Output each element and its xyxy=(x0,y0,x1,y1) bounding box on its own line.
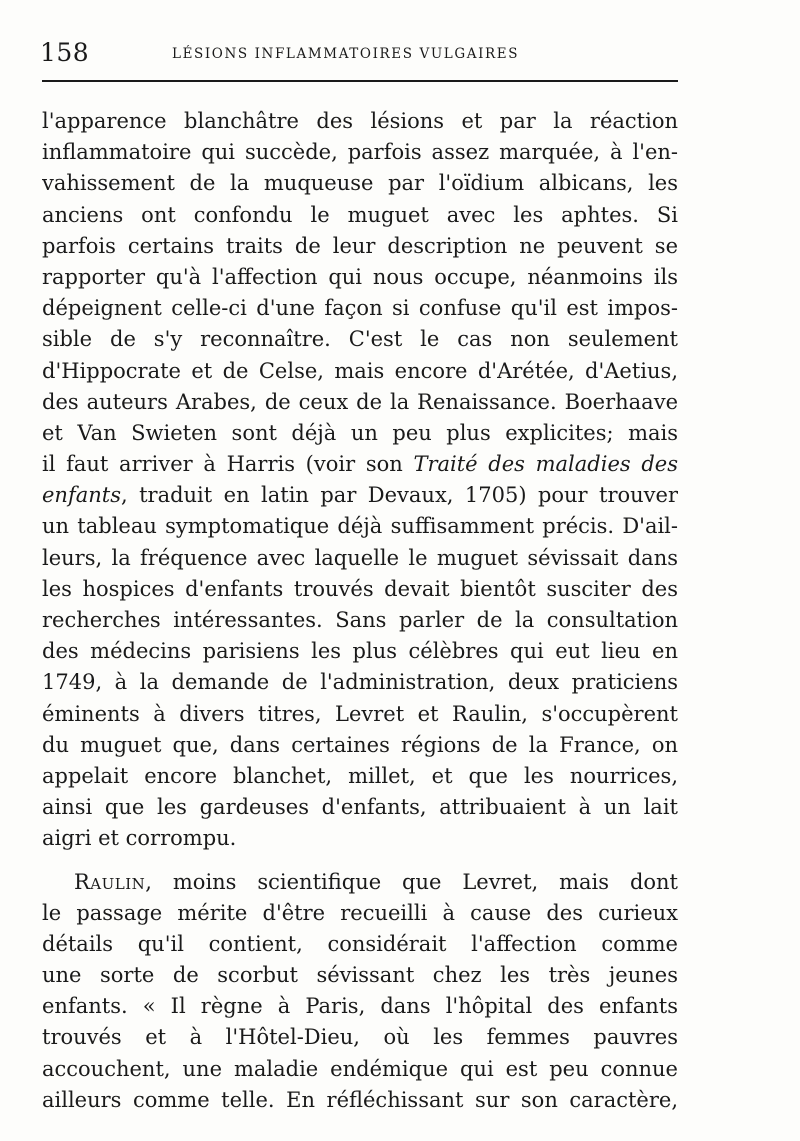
text-line: les hospices d'enfants trouvés devait bientôt susciter des xyxy=(42,576,678,601)
text-line: le passage mérite d'être recueilli à cause des curieux xyxy=(42,900,678,925)
text-line: éminents à divers titres, Levret et Raulin, s'occupèrent xyxy=(42,701,678,726)
text-line: inflammatoire qui succède, parfois assez marquée, à l'en- xyxy=(42,140,678,165)
text-line: du muguet que, dans certaines régions de la France, on xyxy=(42,732,678,757)
text-line: des auteurs Arabes, de ceux de la Renaissance. Boerhaave xyxy=(42,389,678,414)
text-line: recherches intéressantes. Sans parler de la consultation xyxy=(42,608,678,632)
text-segment: , moins scientifique que Levret, mais dont xyxy=(145,869,678,894)
text-line: d'Hippocrate et de Celse, mais encore d'Arétée, d'Aetius, xyxy=(42,358,678,383)
text-line: une sorte de scorbut sévissant chez les très jeunes xyxy=(42,963,678,988)
text-segment: , traduit en latin par Devaux, 1705) pour trouver xyxy=(121,483,678,508)
text-line: dépeignent celle-ci d'une façon si confuse qu'il est impos- xyxy=(42,296,678,321)
text-line: rapporter qu'à l'affection qui nous occupe, néanmoins ils xyxy=(42,264,678,289)
page-number: 158 xyxy=(40,38,90,67)
text-line: parfois certains traits de leur description ne peuvent se xyxy=(42,233,678,258)
text-line: anciens ont confondu le muguet avec les aphtes. Si xyxy=(42,202,678,227)
text-line: ailleurs comme telle. En réfléchissant sur son caractère, xyxy=(42,1087,678,1112)
text-line: leurs, la fréquence avec laquelle le muguet sévissait dans xyxy=(42,545,678,570)
text-line: enfants. « Il règne à Paris, dans l'hôpital des enfants xyxy=(42,994,678,1019)
text-line: accouchent, une maladie endémique qui est peu connue xyxy=(42,1056,678,1081)
text-segment: il faut arriver à Harris (voir son xyxy=(42,452,414,477)
text-line: et Van Swieten sont déjà un peu plus explicites; mais xyxy=(42,420,678,445)
text-line: 1749, à la demande de l'administration, deux praticiens xyxy=(42,670,678,695)
text-line: appelait encore blanchet, millet, et que les nourrices, xyxy=(42,763,678,788)
text-line: l'apparence blanchâtre des lésions et par la réaction xyxy=(42,109,678,133)
text-line: sible de s'y reconnaître. C'est le cas non seulement xyxy=(42,327,678,352)
text-line: détails qu'il contient, considérait l'affection comme xyxy=(42,931,678,956)
body-text xyxy=(42,106,678,1116)
header-rule xyxy=(42,80,678,82)
text-line xyxy=(42,449,678,480)
text-line: des médecins parisiens les plus célèbres qui eut lieu en xyxy=(42,639,678,664)
paragraph-2 xyxy=(42,867,678,1117)
book-title-italic: enfants xyxy=(42,483,121,508)
text-line: un tableau symptomatique déjà suffisamment précis. D'ail- xyxy=(42,514,678,539)
text-line xyxy=(42,480,678,511)
paragraph-1 xyxy=(42,106,678,855)
text-line xyxy=(42,867,678,898)
book-title-italic: Traité des maladies des xyxy=(413,452,678,477)
text-line: ainsi que les gardeuses d'enfants, attribuaient à un lait xyxy=(42,795,678,820)
author-name-small-caps: Raulin xyxy=(74,869,146,894)
text-line: vahissement de la muqueuse par l'oïdium albicans, les xyxy=(42,171,678,196)
text-line: aigri et corrompu. xyxy=(42,826,237,851)
running-head xyxy=(40,32,680,72)
paragraph-gap xyxy=(42,855,678,867)
running-title: LÉSIONS INFLAMMATOIRES VULGAIRES xyxy=(172,46,520,62)
text-line: trouvés et à l'Hôtel-Dieu, où les femmes pauvres xyxy=(42,1025,678,1050)
